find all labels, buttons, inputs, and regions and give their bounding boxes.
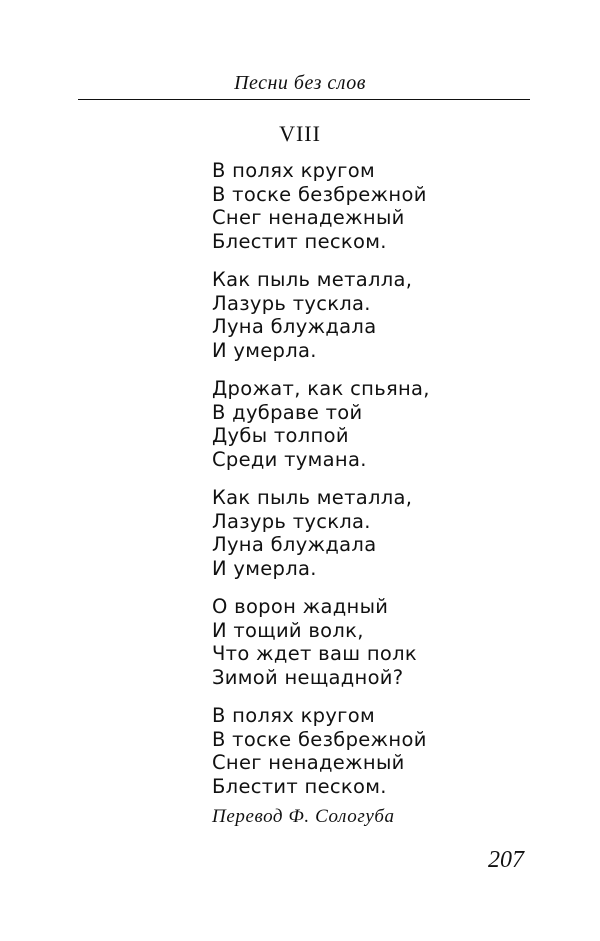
poem-line: В полях кругом xyxy=(212,704,375,727)
running-header: Песни без слов xyxy=(234,72,366,94)
stanza xyxy=(212,595,532,689)
poem-line: В дубраве той xyxy=(212,400,363,424)
poem-line: Луна блуждала xyxy=(212,315,377,338)
poem-line: Лазурь тускла. xyxy=(212,291,371,315)
poem-line: Как пыль металла, xyxy=(212,486,413,509)
stanza xyxy=(212,486,532,580)
stanza xyxy=(212,268,532,362)
poem-line: В полях кругом xyxy=(212,159,375,182)
poem xyxy=(212,159,532,813)
stanza xyxy=(212,704,532,798)
poem-line: О ворон жадный xyxy=(212,595,389,618)
poem-line: Зимой нещадной? xyxy=(212,665,404,689)
poem-line: Снег ненадежный xyxy=(212,206,405,229)
poem-line: Среди тумана. xyxy=(212,447,367,471)
poem-line: Дубы толпой xyxy=(212,424,349,447)
translator-credit: Перевод Ф. Сологуба xyxy=(212,806,395,827)
page-number: 207 xyxy=(488,847,524,873)
poem-line: И умерла. xyxy=(212,338,317,362)
poem-line: Лазурь тускла. xyxy=(212,509,371,533)
stanza xyxy=(212,377,532,471)
stanza xyxy=(212,159,532,253)
poem-line: Блестит песком. xyxy=(212,774,387,798)
poem-line: Дрожат, как спьяна, xyxy=(212,377,430,400)
poem-line: Как пыль металла, xyxy=(212,268,413,291)
section-number: VIII xyxy=(279,121,321,146)
poem-line: Луна блуждала xyxy=(212,533,377,556)
poem-line: В тоске безбрежной xyxy=(212,182,427,206)
poem-line: В тоске безбрежной xyxy=(212,727,427,751)
poem-line: И тощий волк, xyxy=(212,618,364,642)
poem-line: Снег ненадежный xyxy=(212,751,405,774)
poem-line: И умерла. xyxy=(212,556,317,580)
header-rule xyxy=(78,99,530,100)
poem-line: Что ждет ваш полк xyxy=(212,642,417,665)
poem-line: Блестит песком. xyxy=(212,229,387,253)
